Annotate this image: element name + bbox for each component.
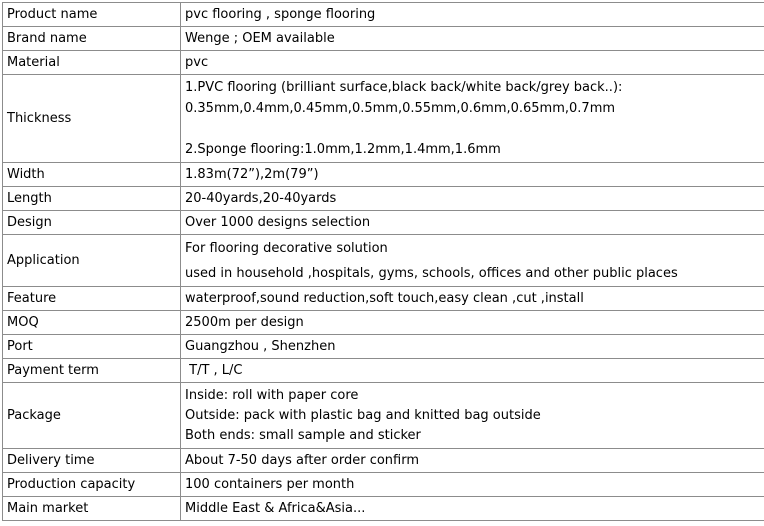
row-value: 1.83m(72”),2m(79”) [181, 163, 764, 187]
value-line: used in household ,hospitals, gyms, schools, offices and other public places [185, 265, 678, 281]
row-label: Port [3, 335, 181, 359]
table-row [3, 27, 764, 51]
value-line: 1.PVC flooring (brilliant surface,black back/white back/grey back..): [185, 80, 623, 95]
row-label: Application [3, 235, 181, 287]
value-line: Outside: pack with plastic bag and knitted bag outside [185, 407, 541, 423]
row-value: Guangzhou , Shenzhen [181, 335, 764, 359]
row-value: 100 containers per month [181, 473, 764, 497]
value-line: Both ends: small sample and sticker [185, 427, 421, 443]
row-value: T/T , L/C [181, 359, 764, 383]
row-label: Brand name [3, 27, 181, 51]
blank-line [185, 119, 763, 139]
row-label: Feature [3, 287, 181, 311]
table-row [3, 335, 764, 359]
value-line: Inside: roll with paper core [185, 387, 359, 403]
row-value: Wenge ; OEM available [181, 27, 764, 51]
row-label: Delivery time [3, 449, 181, 473]
row-value [181, 235, 764, 287]
row-label: Payment term [3, 359, 181, 383]
row-label: Product name [3, 3, 181, 27]
row-value: Over 1000 designs selection [181, 211, 764, 235]
table-row [3, 311, 764, 335]
row-value [181, 383, 764, 449]
row-label: MOQ [3, 311, 181, 335]
value-line: 2.Sponge flooring:1.0mm,1.2mm,1.4mm,1.6mm [185, 142, 501, 157]
table-row [3, 211, 764, 235]
row-value: About 7-50 days after order confirm [181, 449, 764, 473]
table-row [3, 383, 764, 449]
table-row [3, 187, 764, 211]
row-value [181, 75, 764, 163]
row-value: 2500m per design [181, 311, 764, 335]
row-value: 20-40yards,20-40yards [181, 187, 764, 211]
table-row [3, 51, 764, 75]
table-row [3, 163, 764, 187]
row-value: pvc [181, 51, 764, 75]
table-row [3, 75, 764, 163]
row-label: Package [3, 383, 181, 449]
row-value: pvc flooring , sponge flooring [181, 3, 764, 27]
value-line: For flooring decorative solution [185, 240, 388, 256]
row-label: Length [3, 187, 181, 211]
value-line: 0.35mm,0.4mm,0.45mm,0.5mm,0.55mm,0.6mm,0.65mm,0.7mm [185, 101, 616, 116]
row-label: Design [3, 211, 181, 235]
table-row [3, 473, 764, 497]
table-row [3, 497, 764, 521]
table-row [3, 449, 764, 473]
table-row [3, 235, 764, 287]
table-row [3, 3, 764, 27]
row-label: Production capacity [3, 473, 181, 497]
row-label: Material [3, 51, 181, 75]
row-value: waterproof,sound reduction,soft touch,easy clean ,cut ,install [181, 287, 764, 311]
table-row [3, 287, 764, 311]
table-row [3, 359, 764, 383]
row-label: Width [3, 163, 181, 187]
row-label: Main market [3, 497, 181, 521]
product-spec-table [2, 2, 764, 521]
row-value: Middle East & Africa&Asia... [181, 497, 764, 521]
row-label: Thickness [3, 75, 181, 163]
